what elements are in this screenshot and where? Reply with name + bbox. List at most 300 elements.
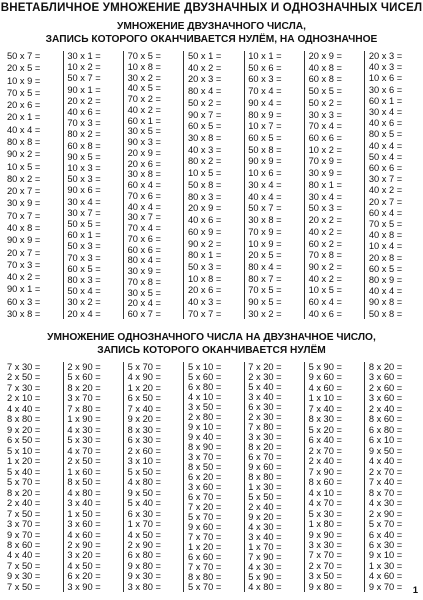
expression-cell: 40 x 2 = xyxy=(308,273,342,284)
expression-cell: 40 x 4 = xyxy=(368,140,403,151)
expression-cell: 70 x 6 = xyxy=(127,190,161,201)
expression-cell: 40 x 3 = xyxy=(368,62,403,73)
expression-cell: 6 x 80 = xyxy=(187,382,222,392)
expression-cell: 20 x 5 = xyxy=(7,63,41,74)
expression-cell: 90 x 5 = xyxy=(248,297,282,308)
expression-cell: 8 x 30 = xyxy=(127,424,161,435)
expression-cell: 1 x 30 = xyxy=(368,560,403,571)
expression-cell: 1 x 60 = xyxy=(67,466,101,477)
section2-table xyxy=(7,362,421,592)
section2-heading xyxy=(0,331,423,357)
expression-cell: 5 x 60 = xyxy=(67,372,101,383)
expression-cell: 30 x 2 = xyxy=(248,308,282,319)
expression-cell: 9 x 10 = xyxy=(368,550,403,561)
expression-cell: 5 x 70 = xyxy=(127,362,161,372)
section2-column xyxy=(309,362,361,592)
expression-cell: 30 x 8 = xyxy=(187,133,222,144)
expression-cell: 80 x 2 = xyxy=(7,173,41,184)
expression-cell: 50 x 1 = xyxy=(187,51,222,61)
expression-cell: 30 x 4 = xyxy=(308,191,342,202)
expression-cell: 4 x 30 = xyxy=(248,522,282,532)
expression-cell: 4 x 10 = xyxy=(187,392,222,402)
expression-cell: 6 x 50 = xyxy=(7,435,41,446)
expression-cell: 3 x 40 = xyxy=(248,532,282,542)
expression-cell: 7 x 20 = xyxy=(248,362,282,372)
expression-cell: 10 x 9 = xyxy=(7,75,41,86)
expression-cell: 2 x 70 = xyxy=(368,466,403,477)
expression-cell: 9 x 60 = xyxy=(187,522,222,532)
expression-cell: 50 x 5 = xyxy=(67,219,101,230)
expression-cell: 60 x 3 = xyxy=(7,296,41,307)
expression-cell: 30 x 8 = xyxy=(127,169,161,180)
expression-cell: 2 x 60 = xyxy=(127,445,161,456)
expression-cell: 10 x 6 = xyxy=(368,73,403,84)
expression-cell: 7 x 50 = xyxy=(7,508,41,519)
expression-cell: 7 x 40 = xyxy=(308,403,342,414)
expression-cell: 2 x 30 = xyxy=(248,412,282,422)
expression-cell: 4 x 70 = xyxy=(308,498,342,509)
expression-cell: 10 x 5 = xyxy=(187,168,222,179)
expression-cell: 5 x 70 = xyxy=(187,582,222,592)
expression-cell: 20 x 4 = xyxy=(67,308,101,319)
expression-cell: 6 x 30 = xyxy=(248,402,282,412)
expression-cell: 3 x 20 = xyxy=(67,550,101,561)
expression-cell: 80 x 5 = xyxy=(368,129,403,140)
expression-cell: 7 x 50 = xyxy=(7,581,41,592)
expression-cell: 2 x 70 = xyxy=(308,560,342,571)
expression-cell: 80 x 4 = xyxy=(127,255,161,266)
expression-cell: 70 x 3 = xyxy=(7,259,41,270)
expression-cell: 2 x 40 = xyxy=(368,403,403,414)
page-title: ВНЕТАБЛИЧНОЕ УМНОЖЕНИЕ ДВУЗНАЧНЫХ И ОДНОЗНАЧНЫХ ЧИСЕЛ xyxy=(0,2,423,14)
expression-cell: 40 x 8 = xyxy=(368,230,403,241)
expression-cell: 90 x 1 = xyxy=(7,284,41,295)
expression-cell: 3 x 80 = xyxy=(127,581,161,592)
expression-cell: 60 x 5 = xyxy=(368,263,403,274)
expression-cell: 1 x 90 = xyxy=(67,414,101,425)
expression-cell: 50 x 4 = xyxy=(368,151,403,162)
expression-cell: 50 x 8 = xyxy=(187,179,222,190)
expression-cell: 7 x 80 = xyxy=(67,403,101,414)
expression-cell: 60 x 4 = xyxy=(127,180,161,190)
expression-cell: 60 x 7 = xyxy=(127,309,161,319)
expression-cell: 4 x 40 = xyxy=(7,550,41,561)
expression-cell: 2 x 50 = xyxy=(7,372,41,383)
expression-cell: 3 x 60 = xyxy=(368,393,403,404)
expression-cell: 10 x 9 = xyxy=(248,238,282,249)
expression-cell: 4 x 40 = xyxy=(368,456,403,467)
expression-cell: 9 x 70 = xyxy=(368,581,403,592)
expression-cell: 70 x 8 = xyxy=(127,276,161,287)
expression-cell: 5 x 10 = xyxy=(187,362,222,372)
expression-cell: 20 x 2 = xyxy=(308,215,342,226)
expression-cell: 30 x 9 = xyxy=(7,198,41,209)
section2-column xyxy=(369,362,421,592)
section2-heading-line1: УМНОЖЕНИЕ ОДНОЗНАЧНОГО ЧИСЛА НА ДВУЗНАЧНОЕ ЧИСЛО, xyxy=(47,332,376,343)
expression-cell: 90 x 4 = xyxy=(248,97,282,108)
expression-cell: 9 x 30 = xyxy=(7,571,41,582)
expression-cell: 40 x 5 = xyxy=(127,83,161,94)
expression-cell: 50 x 7 = xyxy=(67,73,101,84)
expression-cell: 80 x 3 = xyxy=(187,191,222,202)
column-divider xyxy=(63,51,64,319)
expression-cell: 50 x 3 = xyxy=(67,174,101,185)
expression-cell: 50 x 4 = xyxy=(67,286,101,297)
section2-column xyxy=(188,362,240,592)
expression-cell: 40 x 3 = xyxy=(187,297,222,308)
expression-cell: 5 x 40 = xyxy=(248,382,282,392)
expression-cell: 2 x 90 = xyxy=(67,539,101,550)
expression-cell: 3 x 60 = xyxy=(67,519,101,530)
expression-cell: 40 x 6 = xyxy=(308,308,342,319)
expression-cell: 6 x 40 = xyxy=(368,529,403,540)
expression-cell: 90 x 5 = xyxy=(67,151,101,162)
expression-cell: 30 x 5 = xyxy=(127,287,161,298)
expression-cell: 6 x 70 = xyxy=(187,492,222,502)
expression-cell: 9 x 20 = xyxy=(7,424,41,435)
expression-cell: 3 x 70 = xyxy=(187,452,222,462)
expression-cell: 50 x 7 = xyxy=(7,51,41,61)
expression-cell: 60 x 5 = xyxy=(248,133,282,144)
expression-cell: 4 x 90 = xyxy=(127,372,161,383)
expression-cell: 80 x 8 = xyxy=(7,136,41,147)
expression-cell: 20 x 6 = xyxy=(187,285,222,296)
expression-cell: 50 x 2 = xyxy=(187,97,222,108)
expression-cell: 50 x 3 = xyxy=(308,203,342,214)
column-divider xyxy=(183,362,184,592)
expression-cell: 40 x 2 = xyxy=(127,104,161,115)
expression-cell: 40 x 6 = xyxy=(368,118,403,129)
expression-cell: 9 x 60 = xyxy=(308,372,342,383)
expression-cell: 70 x 8 = xyxy=(308,250,342,261)
expression-cell: 7 x 50 = xyxy=(7,560,41,571)
expression-cell: 9 x 50 = xyxy=(127,487,161,498)
expression-cell: 9 x 80 = xyxy=(308,581,342,592)
expression-cell: 60 x 6 = xyxy=(308,133,342,144)
expression-cell: 20 x 5 = xyxy=(248,250,282,261)
expression-cell: 8 x 70 = xyxy=(368,487,403,498)
expression-cell: 20 x 8 = xyxy=(368,252,403,263)
expression-cell: 40 x 2 = xyxy=(308,226,342,237)
expression-cell: 20 x 3 = xyxy=(187,74,222,85)
expression-cell: 80 x 1 = xyxy=(187,250,222,261)
expression-cell: 40 x 2 = xyxy=(7,272,41,283)
expression-cell: 7 x 90 = xyxy=(248,552,282,562)
expression-cell: 2 x 60 = xyxy=(368,382,403,393)
expression-cell: 1 x 80 = xyxy=(308,519,342,530)
expression-cell: 9 x 10 = xyxy=(187,422,222,432)
expression-cell: 80 x 3 = xyxy=(67,275,101,286)
expression-cell: 70 x 9 = xyxy=(308,156,342,167)
column-divider xyxy=(244,51,245,319)
expression-cell: 70 x 7 = xyxy=(187,308,222,319)
expression-cell: 8 x 60 = xyxy=(368,414,403,425)
expression-cell: 20 x 7 = xyxy=(7,186,41,197)
expression-cell: 8 x 30 = xyxy=(308,414,342,425)
expression-cell: 5 x 20 = xyxy=(308,424,342,435)
expression-cell: 6 x 50 = xyxy=(127,393,161,404)
section2-heading-line2: ЗАПИСЬ КОТОРОГО ОКАНЧИВАЕТСЯ НУЛЁМ xyxy=(97,345,326,356)
expression-cell: 6 x 20 = xyxy=(187,472,222,482)
section1-heading-line2: ЗАПИСЬ КОТОРОГО ОКАНЧИВАЕТСЯ НУЛЁМ, НА ОДНОЗНАЧНОЕ xyxy=(45,34,378,45)
column-divider xyxy=(183,51,184,319)
expression-cell: 60 x 2 = xyxy=(308,238,342,249)
expression-cell: 2 x 30 = xyxy=(248,372,282,382)
expression-cell: 90 x 9 = xyxy=(7,235,41,246)
expression-cell: 30 x 4 = xyxy=(67,196,101,207)
expression-cell: 5 x 50 = xyxy=(248,492,282,502)
expression-cell: 20 x 6 = xyxy=(127,158,161,169)
expression-cell: 20 x 2 = xyxy=(67,95,101,106)
expression-cell: 4 x 30 = xyxy=(368,498,403,509)
expression-cell: 40 x 4 = xyxy=(127,201,161,212)
expression-cell: 4 x 60 = xyxy=(67,529,101,540)
expression-cell: 7 x 70 = xyxy=(187,562,222,572)
expression-cell: 40 x 8 = xyxy=(7,222,41,233)
expression-cell: 60 x 9 = xyxy=(187,226,222,237)
expression-cell: 20 x 6 = xyxy=(7,100,41,111)
expression-cell: 10 x 5 = xyxy=(7,161,41,172)
expression-cell: 5 x 70 = xyxy=(368,519,403,530)
expression-cell: 10 x 1 = xyxy=(248,51,282,61)
expression-cell: 3 x 90 = xyxy=(67,581,101,592)
expression-cell: 90 x 3 = xyxy=(127,137,161,147)
expression-cell: 8 x 80 = xyxy=(248,472,282,482)
expression-cell: 80 x 1 = xyxy=(308,179,342,190)
expression-cell: 1 x 70 = xyxy=(248,542,282,552)
expression-cell: 2 x 90 = xyxy=(67,362,101,372)
expression-cell: 4 x 80 = xyxy=(67,487,101,498)
expression-cell: 6 x 70 = xyxy=(248,452,282,462)
expression-cell: 60 x 6 = xyxy=(368,163,403,174)
expression-cell: 1 x 20 = xyxy=(187,542,222,552)
expression-cell: 4 x 80 = xyxy=(127,477,161,488)
column-divider xyxy=(364,51,365,319)
expression-cell: 70 x 3 = xyxy=(67,118,101,129)
expression-cell: 30 x 4 = xyxy=(248,179,282,190)
expression-cell: 60 x 8 = xyxy=(67,140,101,151)
expression-cell: 5 x 70 = xyxy=(187,512,222,522)
expression-cell: 5 x 30 = xyxy=(67,435,101,446)
expression-cell: 6 x 80 = xyxy=(368,424,403,435)
expression-cell: 6 x 40 = xyxy=(308,435,342,446)
expression-cell: 30 x 9 = xyxy=(308,168,342,179)
expression-cell: 60 x 4 = xyxy=(308,297,342,308)
expression-cell: 10 x 7 = xyxy=(248,121,282,132)
expression-cell: 40 x 6 = xyxy=(187,215,222,226)
expression-cell: 5 x 90 = xyxy=(248,572,282,582)
expression-cell: 20 x 9 = xyxy=(127,147,161,158)
expression-cell: 70 x 6 = xyxy=(127,233,161,244)
expression-cell: 90 x 9 = xyxy=(248,156,282,167)
expression-cell: 70 x 7 = xyxy=(7,210,41,221)
expression-cell: 30 x 8 = xyxy=(248,215,282,226)
expression-cell: 20 x 7 = xyxy=(368,196,403,207)
expression-cell: 9 x 20 = xyxy=(127,414,161,425)
expression-cell: 8 x 80 = xyxy=(7,414,41,425)
expression-cell: 60 x 5 = xyxy=(187,121,222,132)
expression-cell: 3 x 40 = xyxy=(67,498,101,509)
expression-cell: 3 x 50 = xyxy=(308,571,342,582)
expression-cell: 7 x 40 = xyxy=(127,403,161,414)
expression-cell: 1 x 20 = xyxy=(127,382,161,393)
expression-cell: 4 x 30 = xyxy=(67,424,101,435)
expression-cell: 7 x 90 = xyxy=(308,466,342,477)
expression-cell: 7 x 40 = xyxy=(368,477,403,488)
expression-cell: 4 x 10 = xyxy=(308,487,342,498)
expression-cell: 10 x 4 = xyxy=(368,241,403,252)
expression-cell: 50 x 6 = xyxy=(248,62,282,73)
section2-column xyxy=(248,362,300,592)
expression-cell: 40 x 3 = xyxy=(187,144,222,155)
expression-cell: 4 x 30 = xyxy=(248,562,282,572)
expression-cell: 6 x 30 = xyxy=(127,508,161,519)
section1-column xyxy=(128,51,180,319)
expression-cell: 50 x 2 = xyxy=(308,97,342,108)
expression-cell: 9 x 70 = xyxy=(7,529,41,540)
expression-cell: 70 x 4 = xyxy=(248,86,282,97)
expression-cell: 4 x 50 = xyxy=(67,560,101,571)
section1-column xyxy=(369,51,421,319)
page-number: 1 xyxy=(412,585,418,596)
expression-cell: 60 x 1 = xyxy=(368,95,403,106)
expression-cell: 2 x 40 = xyxy=(248,502,282,512)
expression-cell: 50 x 8 = xyxy=(368,308,403,319)
expression-cell: 70 x 9 = xyxy=(248,226,282,237)
expression-cell: 6 x 20 = xyxy=(67,571,101,582)
expression-cell: 6 x 60 = xyxy=(187,552,222,562)
expression-cell: 4 x 60 = xyxy=(368,571,403,582)
expression-cell: 8 x 20 = xyxy=(368,362,403,372)
expression-cell: 30 x 8 = xyxy=(7,308,41,319)
expression-cell: 60 x 8 = xyxy=(308,74,342,85)
column-divider xyxy=(123,362,124,592)
expression-cell: 30 x 6 = xyxy=(368,84,403,95)
expression-cell: 6 x 30 = xyxy=(368,539,403,550)
section1-column xyxy=(248,51,300,319)
section1-column xyxy=(67,51,119,319)
expression-cell: 4 x 60 = xyxy=(308,382,342,393)
expression-cell: 7 x 20 = xyxy=(187,502,222,512)
expression-cell: 80 x 7 = xyxy=(248,273,282,284)
expression-cell: 5 x 70 = xyxy=(7,477,41,488)
section1-column xyxy=(188,51,240,319)
expression-cell: 8 x 20 = xyxy=(7,487,41,498)
expression-cell: 3 x 60 = xyxy=(187,482,222,492)
expression-cell: 70 x 5 = xyxy=(248,285,282,296)
expression-cell: 40 x 2 = xyxy=(187,62,222,73)
expression-cell: 8 x 60 = xyxy=(7,539,41,550)
expression-cell: 2 x 80 = xyxy=(187,412,222,422)
expression-cell: 80 x 2 = xyxy=(187,156,222,167)
expression-cell: 8 x 90 = xyxy=(187,442,222,452)
expression-cell: 10 x 8 = xyxy=(187,273,222,284)
expression-cell: 2 x 90 = xyxy=(368,508,403,519)
expression-cell: 3 x 30 = xyxy=(308,539,342,550)
expression-cell: 40 x 8 = xyxy=(308,62,342,73)
expression-cell: 3 x 10 = xyxy=(127,456,161,467)
section1-column xyxy=(7,51,59,319)
expression-cell: 5 x 10 = xyxy=(7,445,41,456)
expression-cell: 80 x 9 = xyxy=(368,275,403,286)
expression-cell: 9 x 80 = xyxy=(127,560,161,571)
expression-cell: 90 x 8 = xyxy=(368,297,403,308)
expression-cell: 70 x 4 = xyxy=(308,121,342,132)
expression-cell: 50 x 7 = xyxy=(248,203,282,214)
column-divider xyxy=(304,362,305,592)
expression-cell: 8 x 80 = xyxy=(187,572,222,582)
expression-cell: 2 x 50 = xyxy=(67,456,101,467)
expression-cell: 20 x 3 = xyxy=(368,51,403,61)
expression-cell: 30 x 2 = xyxy=(127,72,161,83)
expression-cell: 1 x 10 = xyxy=(308,393,342,404)
expression-cell: 5 x 50 = xyxy=(127,466,161,477)
expression-cell: 20 x 7 = xyxy=(7,247,41,258)
column-divider xyxy=(244,362,245,592)
expression-cell: 90 x 7 = xyxy=(187,109,222,120)
expression-cell: 8 x 20 = xyxy=(248,442,282,452)
expression-cell: 20 x 9 = xyxy=(308,51,342,61)
expression-cell: 5 x 40 = xyxy=(127,498,161,509)
expression-cell: 60 x 1 = xyxy=(67,230,101,241)
expression-cell: 40 x 2 = xyxy=(368,185,403,196)
expression-cell: 8 x 20 = xyxy=(67,382,101,393)
section1-heading xyxy=(0,20,423,46)
expression-cell: 7 x 30 = xyxy=(7,362,41,372)
expression-cell: 3 x 30 = xyxy=(248,432,282,442)
expression-cell: 40 x 4 = xyxy=(7,124,41,135)
section2-column xyxy=(7,362,59,592)
expression-cell: 90 x 6 = xyxy=(67,185,101,196)
expression-cell: 10 x 2 = xyxy=(308,144,342,155)
expression-cell: 2 x 90 = xyxy=(127,539,161,550)
section1-heading-line1: УМНОЖЕНИЕ ДВУЗНАЧНОГО ЧИСЛА, xyxy=(117,21,306,32)
expression-cell: 70 x 2 = xyxy=(127,94,161,104)
expression-cell: 10 x 5 = xyxy=(308,285,342,296)
expression-cell: 80 x 2 = xyxy=(67,129,101,140)
expression-cell: 2 x 70 = xyxy=(308,445,342,456)
expression-cell: 30 x 7 = xyxy=(67,207,101,218)
expression-cell: 30 x 2 = xyxy=(67,297,101,308)
expression-cell: 1 x 50 = xyxy=(67,508,101,519)
expression-cell: 3 x 60 = xyxy=(368,372,403,383)
expression-cell: 9 x 20 = xyxy=(248,512,282,522)
expression-cell: 30 x 3 = xyxy=(308,109,342,120)
expression-cell: 5 x 90 = xyxy=(308,362,342,372)
expression-cell: 30 x 4 = xyxy=(368,107,403,118)
section1-column xyxy=(309,51,361,319)
expression-cell: 5 x 30 = xyxy=(308,508,342,519)
expression-cell: 90 x 2 = xyxy=(187,238,222,249)
expression-cell: 40 x 6 = xyxy=(67,107,101,118)
expression-cell: 20 x 1 = xyxy=(7,112,41,123)
column-divider xyxy=(123,51,124,319)
section2-column xyxy=(128,362,180,592)
expression-cell: 7 x 70 = xyxy=(308,550,342,561)
expression-cell: 80 x 4 = xyxy=(248,261,282,272)
expression-cell: 9 x 40 = xyxy=(187,432,222,442)
expression-cell: 8 x 50 = xyxy=(187,462,222,472)
expression-cell: 50 x 3 = xyxy=(187,261,222,272)
expression-cell: 20 x 4 = xyxy=(127,298,161,309)
expression-cell: 40 x 4 = xyxy=(368,286,403,297)
expression-cell: 3 x 70 = xyxy=(67,393,101,404)
column-divider xyxy=(304,51,305,319)
section2-column xyxy=(67,362,119,592)
expression-cell: 9 x 30 = xyxy=(127,571,161,582)
expression-cell: 3 x 70 = xyxy=(7,519,41,530)
expression-cell: 1 x 70 = xyxy=(127,519,161,530)
